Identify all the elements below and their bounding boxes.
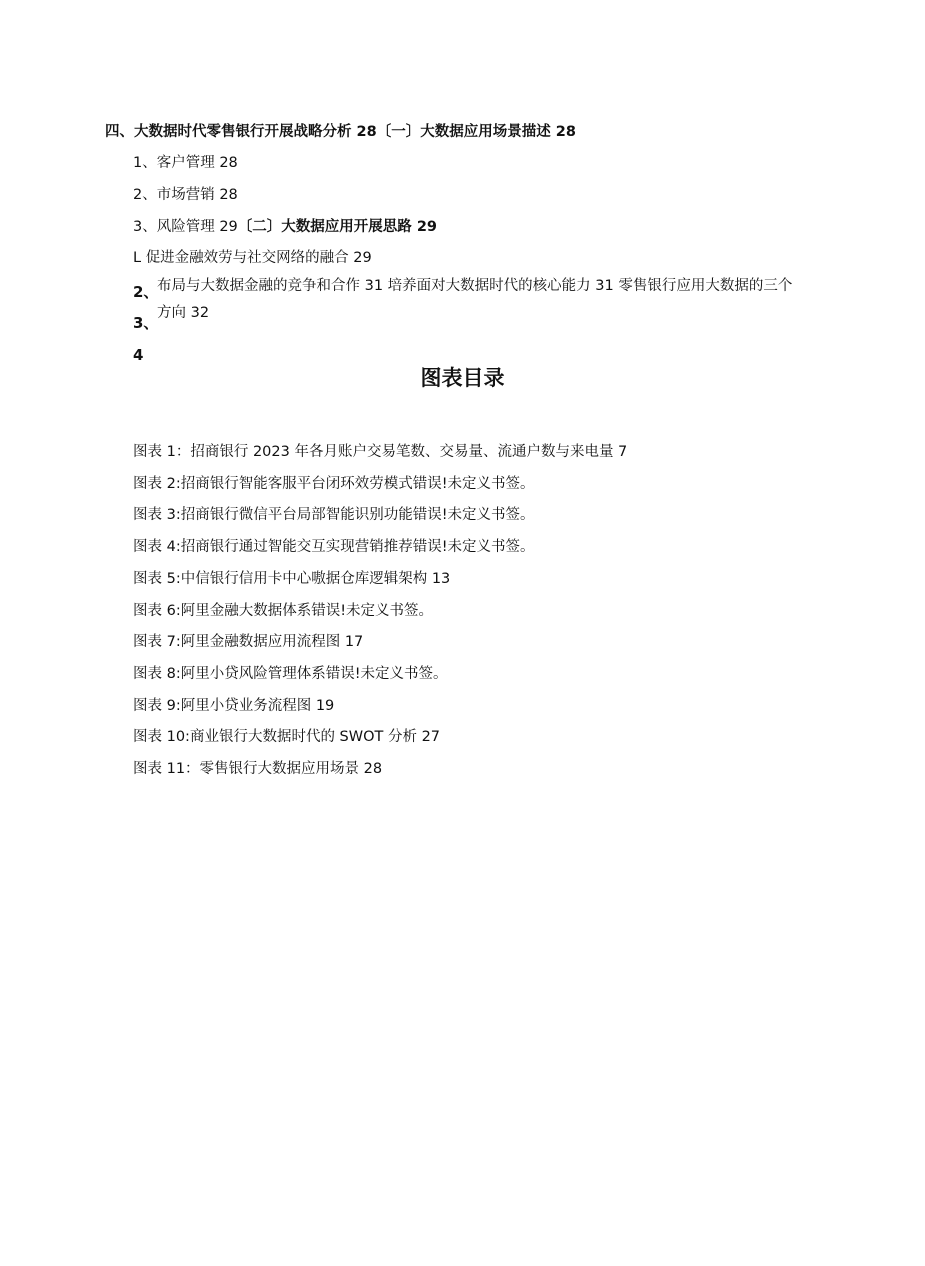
toc-subsection-1[interactable]: 〔一〕大数据应用场景描述 28	[376, 124, 576, 140]
list-marker: 4	[133, 346, 144, 364]
figure-list-item[interactable]: 图表 6:阿里金融大数据体系错误!未定义书签。	[133, 602, 434, 619]
figure-list-item[interactable]: 图表 5:中信银行信用卡中心嗷据仓库逻辑架构 13	[133, 570, 451, 587]
toc-item-risk[interactable]: 3、风险管理 29	[133, 219, 238, 235]
figure-list-item[interactable]: 图表 4:招商银行通过智能交互实现营销推荐错误!未定义书签。	[133, 539, 535, 556]
figure-list-item[interactable]: 图表 11：零售银行大数据应用场景 28	[133, 761, 383, 777]
figure-list-item[interactable]: 图表 2:招商银行智能客服平台闭环效劳模式错误!未定义书签。	[133, 475, 535, 492]
toc-item[interactable]: L 促进金融效劳与社交网络的融合 29	[133, 250, 372, 266]
figure-list-item[interactable]: 图表 8:阿里小贷风险管理体系错误!未定义书签。	[133, 665, 448, 682]
figure-list-item[interactable]: 图表 10:商业银行大数据时代的 SWOT 分析 27	[133, 729, 441, 746]
figure-list-item[interactable]: 图表 3:招商银行微信平台局部智能识别功能错误!未定义书签。	[133, 507, 535, 524]
toc-subsection-2[interactable]: 〔二〕大数据应用开展思路 29	[237, 219, 438, 235]
figure-list-item[interactable]: 图表 1：招商银行 2023 年各月账户交易笔数、交易量、流通户数与来电量 7	[133, 444, 628, 460]
figures-heading: 图表目录	[420, 366, 505, 390]
toc-section-4[interactable]	[105, 123, 576, 141]
toc-item[interactable]: 1、客户管理 28	[133, 155, 238, 171]
toc-item[interactable]: 方向 32	[157, 305, 210, 321]
figure-list-item[interactable]: 图表 7:阿里金融数据应用流程图 17	[133, 634, 364, 651]
figure-list-item[interactable]: 图表 9:阿里小贷业务流程图 19	[133, 697, 335, 714]
list-marker: 3、	[133, 314, 159, 332]
list-marker: 2、	[133, 283, 159, 301]
toc-item[interactable]: 2、市场营销 28	[133, 187, 238, 203]
toc-item[interactable]	[133, 218, 437, 236]
toc-item[interactable]: 布局与大数据金融的竞争和合作 31 培养面对大数据时代的核心能力 31 零售银行应用大数据的三个	[157, 278, 793, 294]
toc-section-4-title[interactable]: 四、大数据时代零售银行开展战略分析 28	[105, 124, 377, 140]
